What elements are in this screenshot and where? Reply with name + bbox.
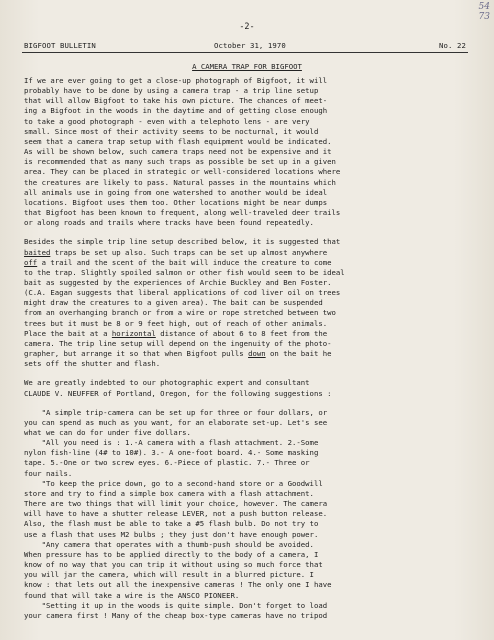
page-number: -2- bbox=[239, 22, 255, 32]
text-line: is recommended that as many such traps as possible be set up in a given bbox=[24, 157, 336, 167]
text-line: store and try to find a simple box camera with a flash attachment. bbox=[24, 488, 314, 498]
text-line: know of no way that you can trip it without using so much force that bbox=[24, 560, 323, 570]
text-line: trees but it must be 8 or 9 feet high, out of reach of other animals. bbox=[24, 318, 328, 328]
text-line: If we are ever going to get a close-up photograph of Bigfoot, it will bbox=[24, 76, 328, 85]
text-line: (C.A. Eagan suggests that liberal applications of cod liver oil on trees bbox=[24, 288, 341, 298]
text-line: small. Since most of their activity seems to be nocturnal, it would bbox=[24, 126, 319, 136]
underlined-word: horizontal bbox=[111, 328, 156, 338]
corner-mark: 54 bbox=[478, 2, 490, 12]
text-line: Also, the flash must be able to take a #5 flash bulb. Do not try to bbox=[24, 519, 319, 529]
paragraph bbox=[24, 237, 470, 369]
issue-number: No. 22 bbox=[439, 41, 466, 50]
text-line: bait as suggested by the experiences of Archie Buckley and Ben Foster. bbox=[24, 277, 332, 287]
article-title: A CAMERA TRAP FOR BIGFOOT bbox=[192, 62, 302, 71]
text-line: you can spend as much as you want, for an elaborate set-up. Let's see bbox=[24, 417, 328, 427]
text-line: Besides the simple trip line setup described below, it is suggested that bbox=[24, 237, 341, 247]
text-line: nylon fish-line (4# to 10#). 3.- A one-foot board. 4.- Some masking bbox=[24, 448, 319, 458]
text-line: sets off the shutter and flash. bbox=[24, 359, 161, 369]
text-line: what we can do for under five dollars. bbox=[24, 428, 191, 437]
text-line: CLAUDE V. NEUFFER of Portland, Oregon, for the following suggestions : bbox=[24, 388, 332, 398]
text-line: Place the bait at a horizontal distance of about 6 to 8 feet from the bbox=[24, 328, 328, 338]
underlined-word: off bbox=[24, 257, 38, 267]
paragraph bbox=[24, 378, 470, 398]
underlined-word: down bbox=[248, 349, 266, 359]
issue-date: October 31, 1970 bbox=[214, 41, 286, 50]
text-line: tape. 5.-One or two screw eyes. 6.-Piece of plastic. 7.- Three or bbox=[24, 458, 310, 468]
text-line: locations. Bigfoot uses them too. Other locations might be near dumps bbox=[24, 197, 328, 207]
text-line: ing a Bigfoot in the woods in the daytime and of getting close enough bbox=[24, 106, 328, 116]
text-line: When pressure has to be applied directly to the body of a camera, I bbox=[24, 549, 319, 559]
header-rule bbox=[22, 52, 468, 53]
text-line: There are two things that will limit your choice, however. The camera bbox=[24, 499, 328, 509]
text-line: probably have to be done by using a camera trap - a trip line setup bbox=[24, 86, 319, 96]
text-line: We are greatly indebted to our photographic expert and consultant bbox=[24, 378, 310, 388]
text-line: the creatures are likely to pass. Natural passes in the mountains which bbox=[24, 177, 336, 187]
text-line: all animals use in going from one watershed to another would be ideal bbox=[24, 187, 328, 197]
text-line: off a trail and the scent of the bait will induce the creature to come bbox=[24, 257, 332, 267]
text-line: might draw the creatures to a given area). The bait can be suspended bbox=[24, 298, 323, 308]
text-line: to the trap. Slightly spoiled salmon or other fish would seem to be ideal bbox=[24, 267, 345, 277]
text-line: that Bigfoot has been known to frequent, along well-traveled deer trails bbox=[24, 208, 341, 218]
text-line: your camera first ! Many of the cheap box-type cameras have no tripod bbox=[24, 610, 328, 620]
text-line: "Any camera that operates with a thumb-push should be avoided. bbox=[24, 539, 314, 549]
text-line: As will be shown below, such camera traps need not be expensive and it bbox=[24, 147, 332, 157]
text-line: "All you need is : 1.-A camera with a flash attachment. 2.-Some bbox=[24, 438, 319, 448]
corner-mark: 73 bbox=[478, 12, 490, 22]
text-line: or along roads and trails where tracks have been found repeatedly. bbox=[24, 218, 314, 228]
text-line: grapher, but arrange it so that when Bigfoot pulls down on the bait he bbox=[24, 349, 332, 359]
publication-name: BIGFOOT BULLETIN bbox=[24, 41, 96, 50]
text-line: camera. The trip line setup will depend on the ingenuity of the photo- bbox=[24, 338, 332, 348]
text-line: use a flash that uses M2 bulbs ; they just don't have enough power. bbox=[24, 529, 319, 539]
handwritten-corner-marks bbox=[479, 2, 490, 22]
article-body bbox=[24, 76, 470, 630]
text-line: that will allow Bigfoot to take his own picture. The chances of meet- bbox=[24, 96, 328, 106]
text-line: "A simple trip-camera can be set up for three or four dollars, or bbox=[24, 407, 328, 417]
text-line: "Setting it up in the woods is quite simple. Don't forget to load bbox=[24, 600, 328, 610]
text-line: from an overhanging branch or from a wire or rope stretched between two bbox=[24, 308, 336, 318]
text-line: you will jar the camera, which will result in a blurred picture. I bbox=[24, 570, 314, 580]
text-line: area. They can be placed in strategic or well-considered locations where bbox=[24, 167, 341, 177]
text-line: will have to have a shutter release LEVER, not a push button release. bbox=[24, 509, 328, 519]
paragraph bbox=[24, 408, 470, 621]
text-line: four nails. bbox=[24, 468, 73, 478]
text-line: baited traps be set up also. Such traps can be set up almost anywhere bbox=[24, 247, 328, 257]
text-line: found that will take a wire is the ANSCO PIONEER. bbox=[24, 590, 240, 600]
text-line: to take a good photograph - even with a telephoto lens - are very bbox=[24, 116, 310, 126]
underlined-word: baited bbox=[24, 247, 51, 257]
paragraph bbox=[24, 76, 470, 228]
text-line: seem that a camera trap setup with flash equipment would be indicated. bbox=[24, 136, 332, 146]
text-line: know : that lets out all the inexpensive cameras ! The only one I have bbox=[24, 580, 332, 590]
text-line: "To keep the price down, go to a second-hand store or a Goodwill bbox=[24, 478, 323, 488]
